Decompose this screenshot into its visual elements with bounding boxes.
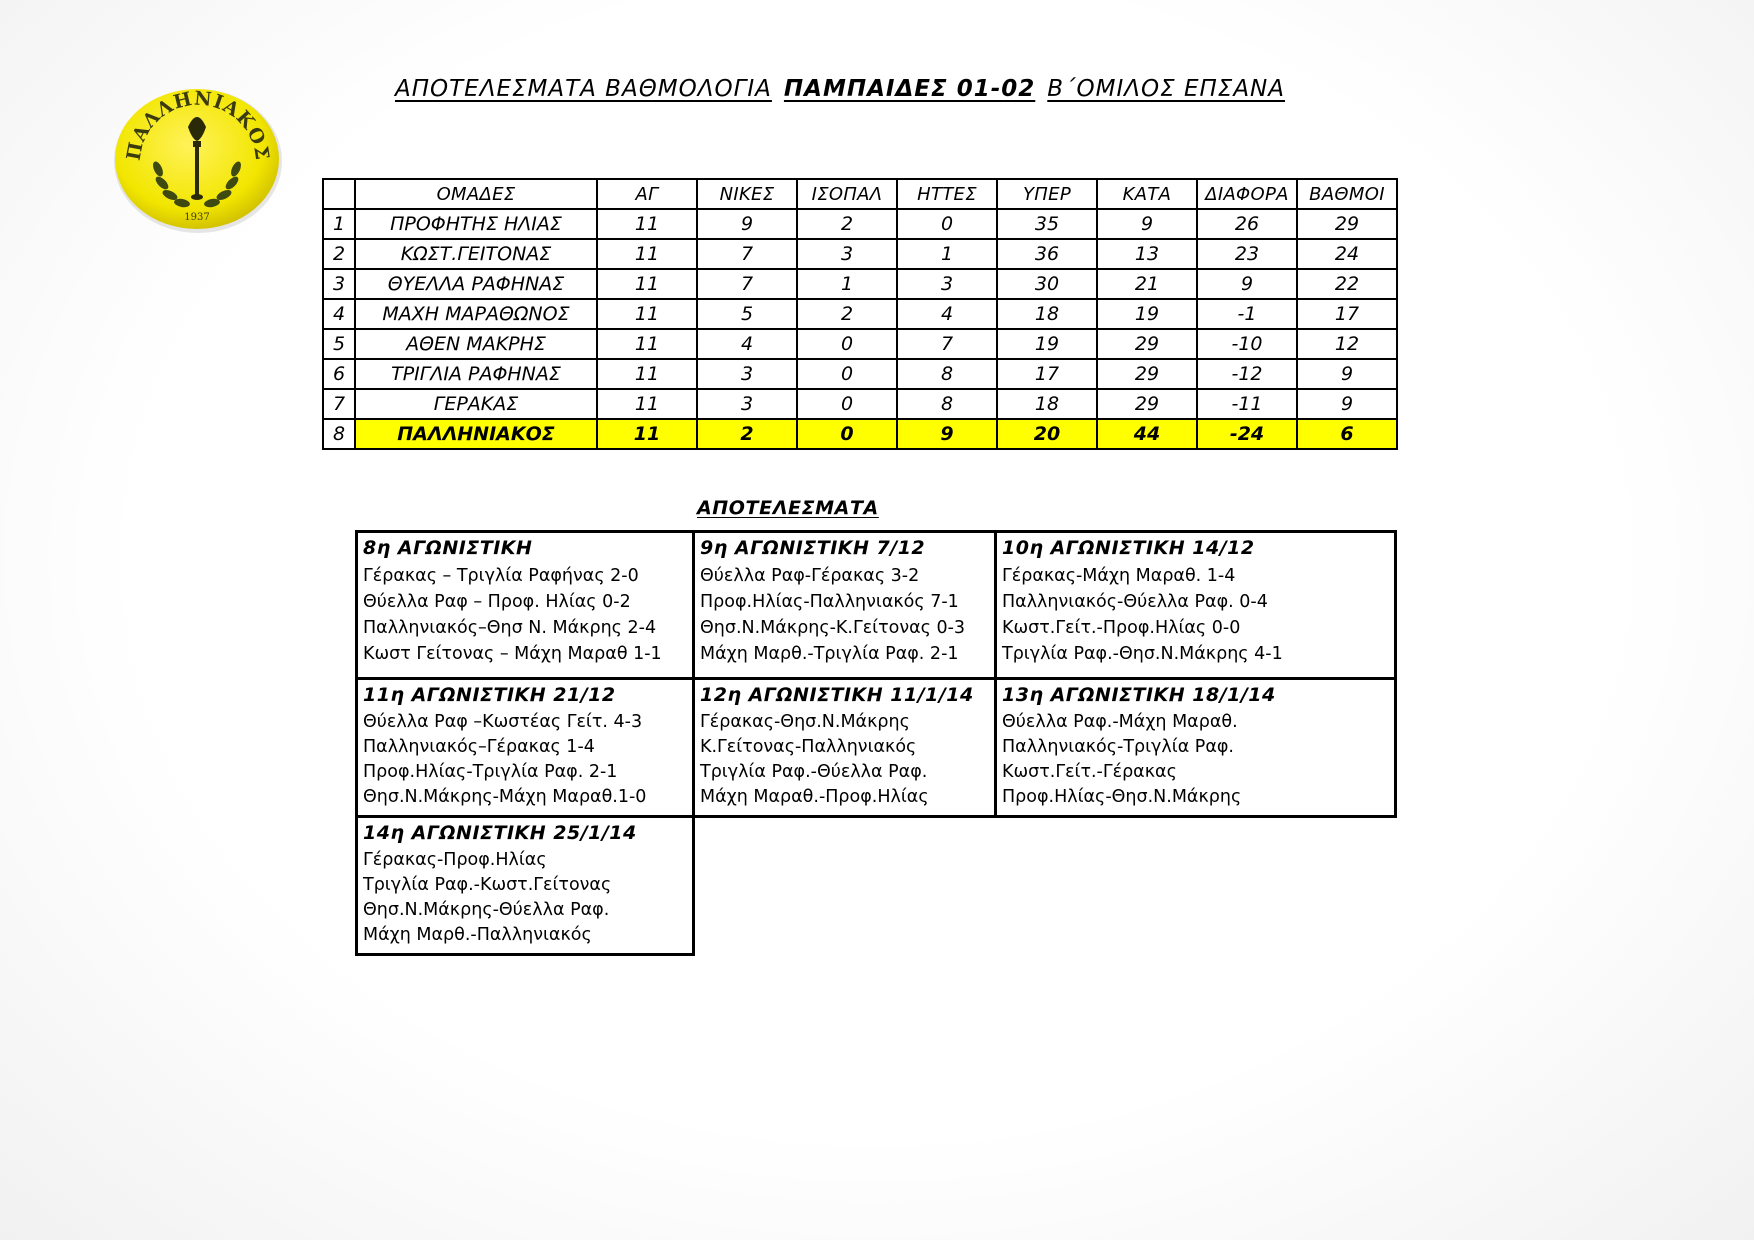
cell-rank: 6 [323, 359, 355, 389]
cell-rank: 1 [323, 209, 355, 239]
cell-wins: 4 [697, 329, 797, 359]
match-result: Μάχη Μαραθ.-Προφ.Ηλίας [700, 787, 929, 807]
club-logo [110, 85, 286, 235]
header-points: ΒΑΘΜΟΙ [1297, 179, 1397, 209]
cell-goal-difference: 26 [1197, 209, 1297, 239]
cell-goals-for: 30 [997, 269, 1097, 299]
cell-losses: 8 [897, 359, 997, 389]
cell-team: ΠΑΛΛΗΝΙΑΚΟΣ [355, 419, 597, 449]
header-played: ΑΓ [597, 179, 697, 209]
match-result: Κ.Γείτονας-Παλληνιακός [700, 737, 917, 757]
cell-team: ΓΕΡΑΚΑΣ [355, 389, 597, 419]
cell-points: 17 [1297, 299, 1397, 329]
match-result: Θησ.Ν.Μάκρης-Κ.Γείτονας 0-3 [700, 618, 966, 638]
match-result: Γέρακας-Θησ.Ν.Μάκρης [700, 712, 910, 732]
cell-team: ΑΘΕΝ ΜΑΚΡΗΣ [355, 329, 597, 359]
cell-losses: 7 [897, 329, 997, 359]
cell-rank: 5 [323, 329, 355, 359]
match-result: Κωστ Γείτονας – Μάχη Μαραθ 1-1 [363, 644, 662, 664]
match-result: Προφ.Ηλίας-Παλληνιακός 7-1 [700, 592, 959, 612]
cell-wins: 3 [697, 389, 797, 419]
round-title: 14η ΑΓΩΝΙΣΤΙΚΗ 25/1/14 [363, 822, 637, 844]
cell-played: 11 [597, 269, 697, 299]
cell-losses: 4 [897, 299, 997, 329]
cell-goal-difference: 9 [1197, 269, 1297, 299]
cell-played: 11 [597, 239, 697, 269]
header-wins: ΝΙΚΕΣ [697, 179, 797, 209]
header-goals-against: ΚΑΤΑ [1097, 179, 1197, 209]
cell-goals-against: 9 [1097, 209, 1197, 239]
table-row [323, 299, 1397, 329]
match-result: Τριγλία Ραφ.-Θησ.Ν.Μάκρης 4-1 [1002, 644, 1283, 664]
cell-losses: 8 [897, 389, 997, 419]
table-row [323, 359, 1397, 389]
cell-goal-difference: 23 [1197, 239, 1297, 269]
cell-points: 9 [1297, 389, 1397, 419]
cell-team: ΘΥΕΛΛΑ ΡΑΦΗΝΑΣ [355, 269, 597, 299]
cell-played: 11 [597, 389, 697, 419]
cell-points: 6 [1297, 419, 1397, 449]
header-goal-difference: ΔΙΑΦΟΡΑ [1197, 179, 1297, 209]
round-box [994, 530, 1397, 680]
cell-points: 12 [1297, 329, 1397, 359]
cell-goals-against: 21 [1097, 269, 1197, 299]
cell-points: 9 [1297, 359, 1397, 389]
match-result: Παλληνιακός–Θησ Ν. Μάκρης 2-4 [363, 618, 657, 638]
match-result: Τριγλία Ραφ.-Κωστ.Γείτονας [363, 875, 612, 895]
cell-wins: 9 [697, 209, 797, 239]
cell-wins: 2 [697, 419, 797, 449]
cell-played: 11 [597, 209, 697, 239]
cell-wins: 7 [697, 239, 797, 269]
round-box [692, 530, 997, 680]
cell-goals-for: 20 [997, 419, 1097, 449]
match-result: Προφ.Ηλίας-Θησ.Ν.Μάκρης [1002, 787, 1242, 807]
match-result: Θύελλα Ραφ –Κωστέας Γείτ. 4-3 [363, 712, 643, 732]
cell-losses: 1 [897, 239, 997, 269]
cell-draws: 2 [797, 299, 897, 329]
header-draws: ΙΣΟΠΑΛ [797, 179, 897, 209]
cell-rank: 3 [323, 269, 355, 299]
round-box [355, 677, 695, 818]
cell-goals-for: 18 [997, 389, 1097, 419]
round-box [994, 677, 1397, 818]
match-result: Κωστ.Γείτ.-Γέρακας [1002, 762, 1177, 782]
table-row [323, 209, 1397, 239]
header-goals-for: ΥΠΕΡ [997, 179, 1097, 209]
cell-draws: 1 [797, 269, 897, 299]
match-result: Παλληνιακός-Θύελλα Ραφ. 0-4 [1002, 592, 1268, 612]
cell-played: 11 [597, 419, 697, 449]
round-title: 9η ΑΓΩΝΙΣΤΙΚΗ 7/12 [700, 537, 926, 559]
cell-goal-difference: -11 [1197, 389, 1297, 419]
match-result: Μάχη Μαρθ.-Τριγλία Ραφ. 2-1 [700, 644, 959, 664]
standings-table [322, 178, 1398, 450]
cell-team: ΠΡΟΦΗΤΗΣ ΗΛΙΑΣ [355, 209, 597, 239]
cell-rank: 7 [323, 389, 355, 419]
cell-goals-against: 19 [1097, 299, 1197, 329]
cell-rank: 8 [323, 419, 355, 449]
cell-goal-difference: -12 [1197, 359, 1297, 389]
header-rank [323, 179, 355, 209]
title-part-1: ΑΠΟΤΕΛΕΣΜΑΤΑ ΒΑΘΜΟΛΟΓΙΑ [395, 76, 772, 102]
table-row [323, 389, 1397, 419]
round-title: 13η ΑΓΩΝΙΣΤΙΚΗ 18/1/14 [1002, 684, 1276, 706]
match-result: Θησ.Ν.Μάκρης-Θύελλα Ραφ. [363, 900, 610, 920]
results-title: ΑΠΟΤΕΛΕΣΜΑΤΑ [697, 497, 879, 519]
cell-goals-against: 29 [1097, 329, 1197, 359]
cell-played: 11 [597, 359, 697, 389]
cell-goals-against: 29 [1097, 389, 1197, 419]
match-result: Παλληνιακός-Τριγλία Ραφ. [1002, 737, 1234, 757]
cell-wins: 5 [697, 299, 797, 329]
match-result: Κωστ.Γείτ.-Προφ.Ηλίας 0-0 [1002, 618, 1241, 638]
cell-goals-for: 35 [997, 209, 1097, 239]
match-result: Θύελλα Ραφ – Προφ. Ηλίας 0-2 [363, 592, 631, 612]
title-part-2: ΠΑΜΠΑΙΔΕΣ 01-02 [783, 76, 1036, 102]
round-title: 8η ΑΓΩΝΙΣΤΙΚΗ [363, 537, 533, 559]
cell-goal-difference: -1 [1197, 299, 1297, 329]
header-teams: ΟΜΑΔΕΣ [355, 179, 597, 209]
cell-draws: 0 [797, 359, 897, 389]
match-result: Γέρακας-Μάχη Μαραθ. 1-4 [1002, 566, 1236, 586]
match-result: Γέρακας-Προφ.Ηλίας [363, 850, 547, 870]
cell-goals-against: 13 [1097, 239, 1197, 269]
cell-wins: 3 [697, 359, 797, 389]
logo-year: 1937 [184, 212, 210, 223]
cell-draws: 2 [797, 209, 897, 239]
cell-goals-against: 44 [1097, 419, 1197, 449]
cell-draws: 3 [797, 239, 897, 269]
cell-wins: 7 [697, 269, 797, 299]
cell-points: 29 [1297, 209, 1397, 239]
cell-losses: 0 [897, 209, 997, 239]
match-result: Θύελλα Ραφ-Γέρακας 3-2 [700, 566, 920, 586]
header-losses: ΗΤΤΕΣ [897, 179, 997, 209]
match-result: Προφ.Ηλίας-Τριγλία Ραφ. 2-1 [363, 762, 618, 782]
cell-team: ΤΡΙΓΛΙΑ ΡΑΦΗΝΑΣ [355, 359, 597, 389]
cell-draws: 0 [797, 389, 897, 419]
match-result: Γέρακας – Τριγλία Ραφήνας 2-0 [363, 566, 639, 586]
cell-played: 11 [597, 299, 697, 329]
table-row [323, 419, 1397, 449]
cell-goals-for: 18 [997, 299, 1097, 329]
logo-text: ΠΑΛΛΗΝΙΑΚΟΣ [122, 87, 274, 163]
cell-goal-difference: -10 [1197, 329, 1297, 359]
match-result: Θύελλα Ραφ.-Μάχη Μαραθ. [1002, 712, 1238, 732]
cell-draws: 0 [797, 329, 897, 359]
cell-losses: 9 [897, 419, 997, 449]
cell-played: 11 [597, 329, 697, 359]
cell-goals-against: 29 [1097, 359, 1197, 389]
page-title [395, 76, 1395, 110]
cell-team: ΜΑΧΗ ΜΑΡΑΘΩΝΟΣ [355, 299, 597, 329]
cell-goal-difference: -24 [1197, 419, 1297, 449]
round-box [355, 815, 695, 956]
cell-points: 22 [1297, 269, 1397, 299]
cell-draws: 0 [797, 419, 897, 449]
table-row [323, 269, 1397, 299]
cell-goals-for: 19 [997, 329, 1097, 359]
cell-points: 24 [1297, 239, 1397, 269]
cell-rank: 4 [323, 299, 355, 329]
match-result: Θησ.Ν.Μάκρης-Μάχη Μαραθ.1-0 [363, 787, 647, 807]
round-box [355, 530, 695, 680]
table-header-row [323, 179, 1397, 209]
round-title: 10η ΑΓΩΝΙΣΤΙΚΗ 14/12 [1002, 537, 1255, 559]
cell-goals-for: 36 [997, 239, 1097, 269]
cell-rank: 2 [323, 239, 355, 269]
cell-losses: 3 [897, 269, 997, 299]
cell-team: ΚΩΣΤ.ΓΕΙΤΟΝΑΣ [355, 239, 597, 269]
match-result: Παλληνιακός–Γέρακας 1-4 [363, 737, 595, 757]
match-result: Τριγλία Ραφ.-Θύελλα Ραφ. [700, 762, 928, 782]
title-part-3: Β΄ΟΜΙΛΟΣ ΕΠΣΑΝΑ [1047, 76, 1285, 102]
table-row [323, 329, 1397, 359]
round-title: 11η ΑΓΩΝΙΣΤΙΚΗ 21/12 [363, 684, 616, 706]
table-row [323, 239, 1397, 269]
cell-goals-for: 17 [997, 359, 1097, 389]
round-box [692, 677, 997, 818]
match-result: Μάχη Μαρθ.-Παλληνιακός [363, 925, 592, 945]
round-title: 12η ΑΓΩΝΙΣΤΙΚΗ 11/1/14 [700, 684, 974, 706]
